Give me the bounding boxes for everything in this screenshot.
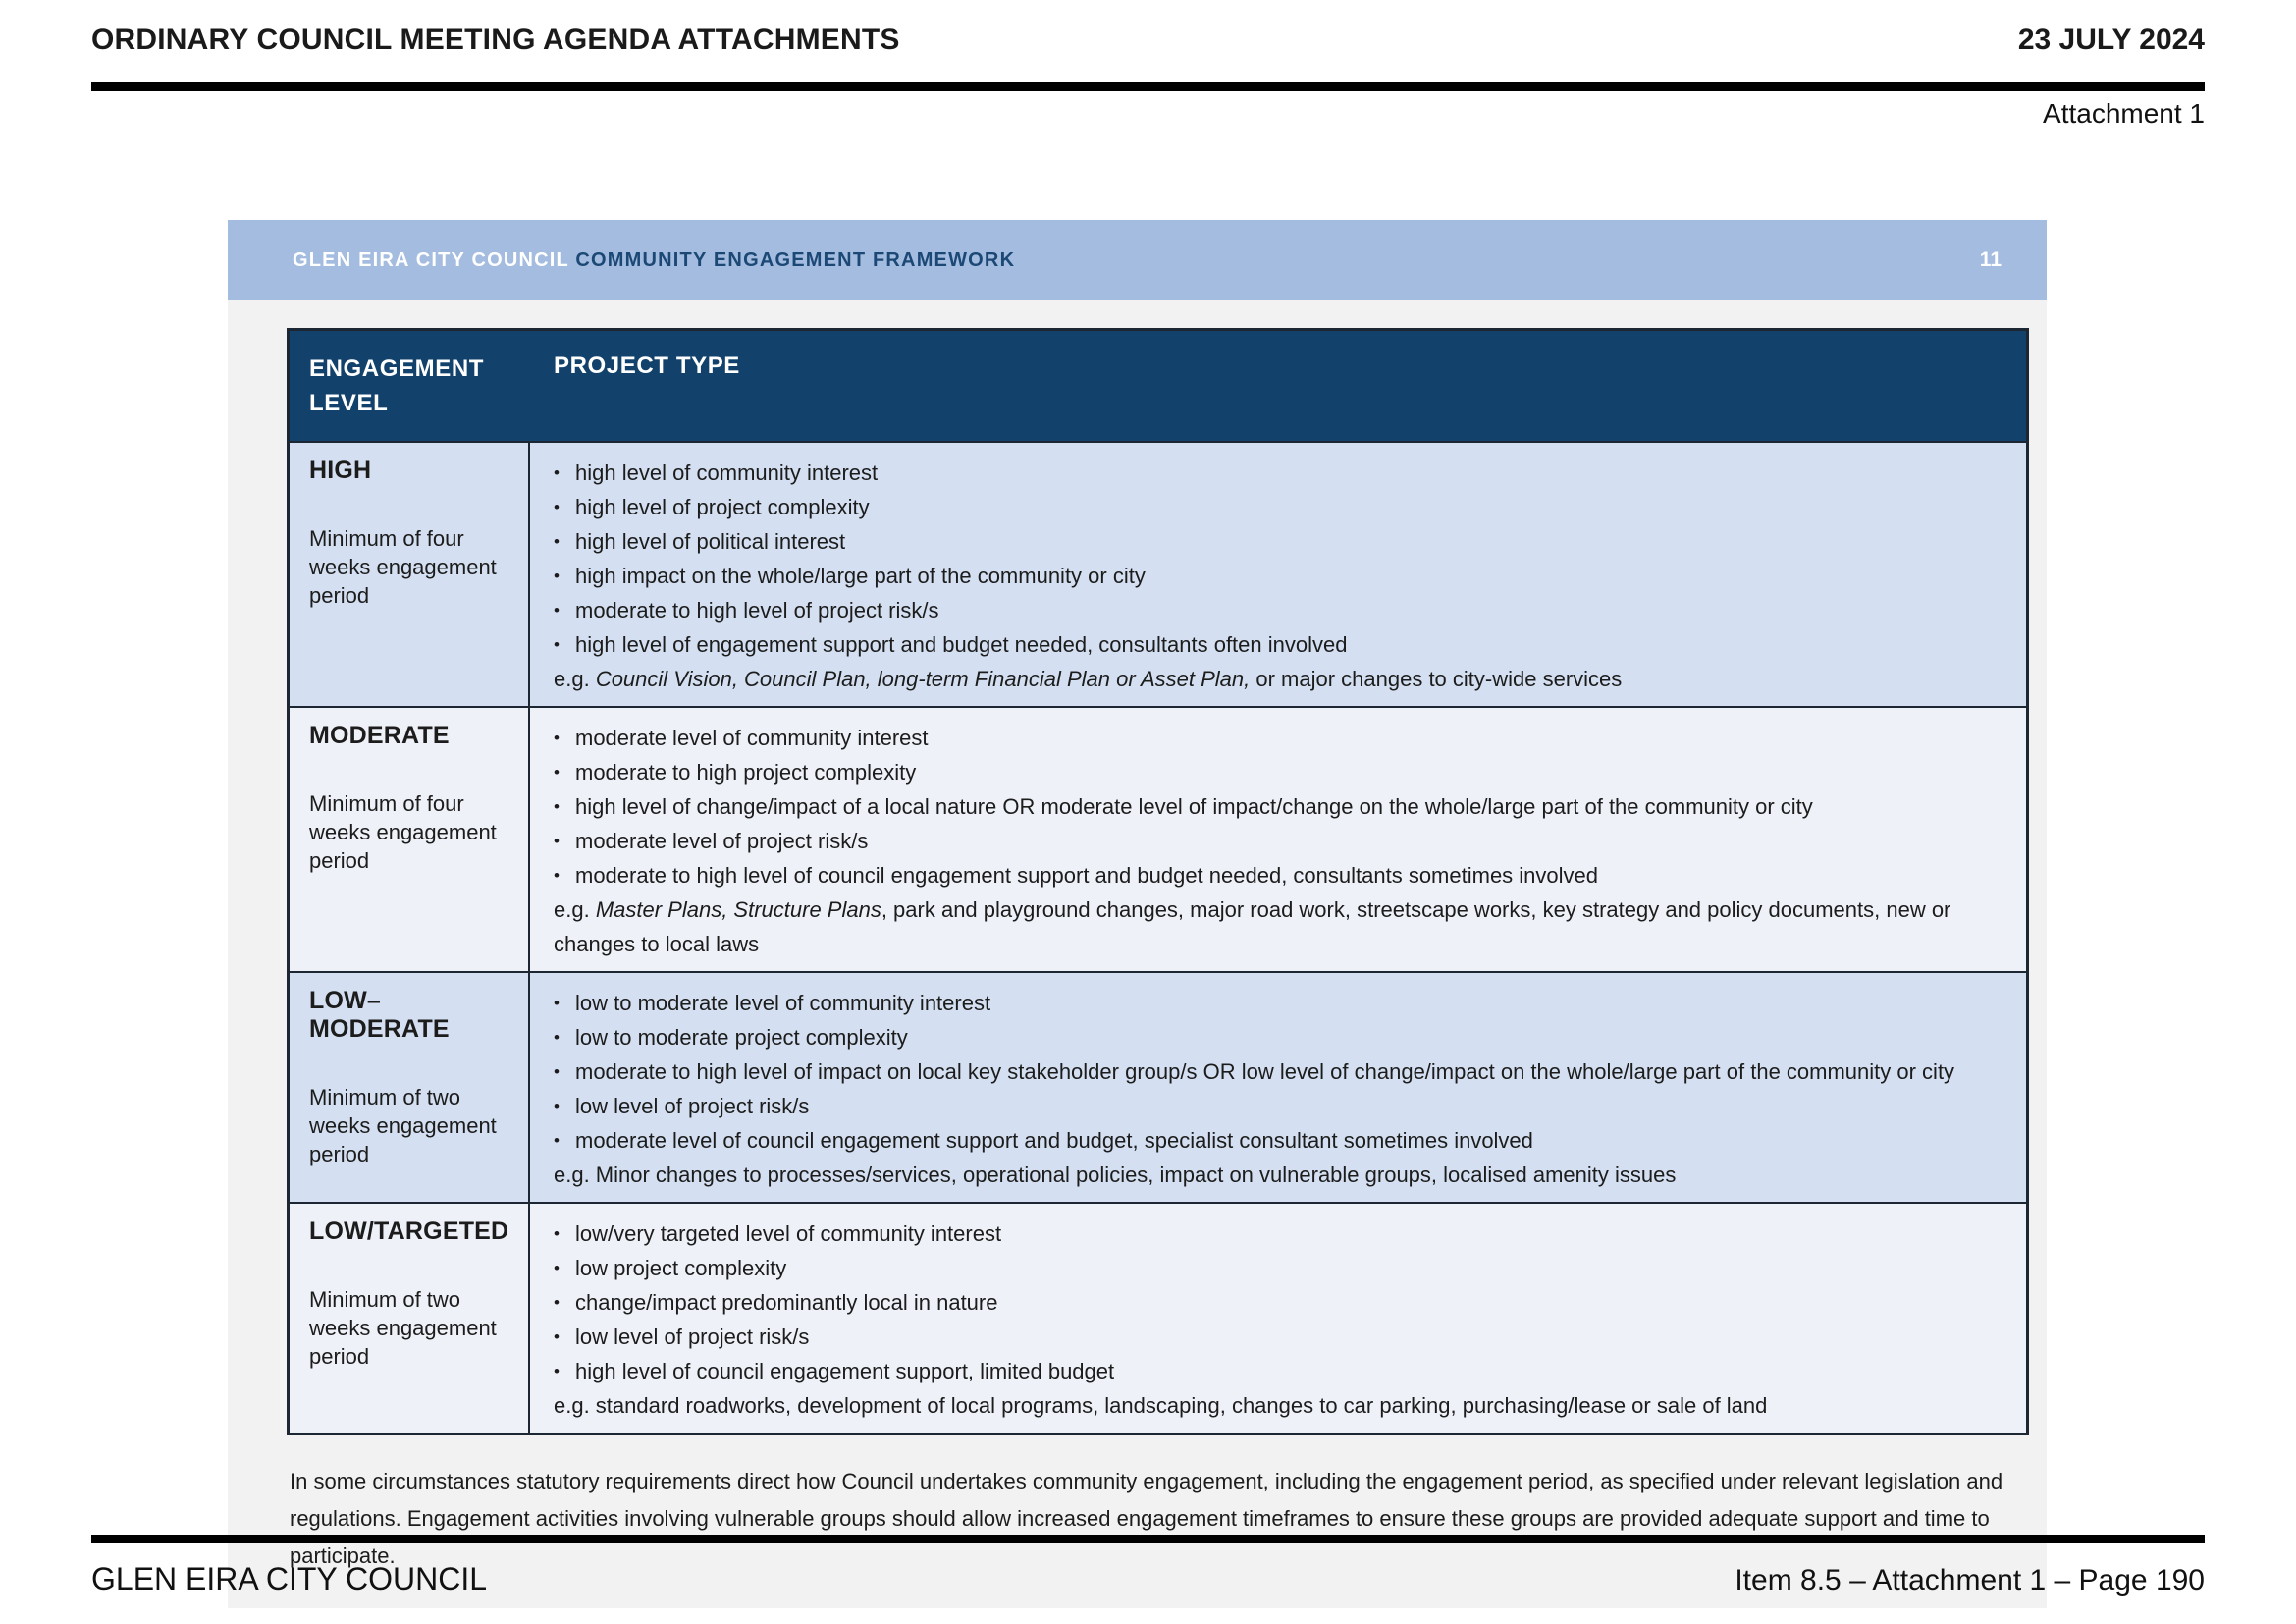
bullet-icon: • [554,1361,560,1380]
bullet-item [554,789,2006,824]
bullet-icon: • [554,1258,560,1277]
bullet-text: low to moderate level of community interest [575,990,991,1015]
bullet-item [554,1089,2006,1123]
example-segment: or major changes to city-wide services [1250,666,1623,691]
statutory-footnote: In some circumstances statutory requirements direct how Council undertakes community engagement, including the engagement period, as specified under relevant legislation and regulations. Engagement activities involving vulnerable groups should allow increased engagement timeframes to ensure these groups are provided adequate support and time to participate. [290,1468,2003,1568]
bullet-item [554,721,2006,755]
bullet-icon: • [554,1130,560,1150]
bullet-item [554,490,2006,524]
bullet-icon: • [554,497,560,516]
bullet-text: low project complexity [575,1255,787,1280]
bullet-icon: • [554,600,560,620]
bullet-item [554,1217,2006,1251]
framework-banner [228,220,2047,300]
bullet-text: high level of council engagement support, limited budget [575,1358,1115,1383]
bullet-text: high level of political interest [575,528,846,554]
example-segment: , park and playground changes, major road work, streetscape works, key strategy and policy documents, new or changes to local laws [554,896,1951,956]
bullet-item [554,559,2006,593]
bullet-icon: • [554,762,560,782]
banner-council-name: GLEN EIRA CITY COUNCIL [293,248,576,271]
engagement-period-text: Minimum of four weeks engagement period [309,525,497,609]
bullet-text: moderate to high level of council engagement support and budget needed, consultants sometimes involved [575,862,1599,888]
example-segment: e.g. [554,896,596,922]
project-type-cell [530,443,2026,706]
bullet-item [554,1123,2006,1158]
table-row [290,971,2026,1202]
engagement-level-label: HIGH [309,456,372,484]
table-row [290,441,2026,706]
engagement-period-text: Minimum of two weeks engagement period [309,1084,497,1167]
bullet-item [554,524,2006,559]
example-line [554,1388,2006,1423]
table-row [290,706,2026,971]
bullet-icon: • [554,865,560,885]
example-segment: e.g. standard roadworks, development of local programs, landscaping, changes to car parking, purchasing/lease or sale of land [554,1392,1768,1418]
bullet-text: low/very targeted level of community interest [575,1220,1002,1246]
engagement-level-cell [290,1204,530,1433]
project-type-cell [530,1204,2026,1433]
bullet-icon: • [554,566,560,585]
project-type-cell [530,973,2026,1202]
engagement-level-cell [290,443,530,706]
engagement-table-header [290,331,2026,441]
bullet-text: moderate to high project complexity [575,759,917,785]
example-line [554,1158,2006,1192]
bullet-item [554,824,2006,858]
engagement-level-label: LOW–MODERATE [309,986,450,1043]
project-type-cell [530,708,2026,971]
scanned-sheet [228,220,2047,1608]
page-footer [91,1535,2205,1597]
bullet-icon: • [554,531,560,551]
bullet-text: high level of engagement support and budget needed, consultants often involved [575,631,1348,657]
bullet-text: low level of project risk/s [575,1324,810,1349]
bullet-icon: • [554,1223,560,1243]
bullet-icon: • [554,993,560,1012]
bullet-text: high level of change/impact of a local nature OR moderate level of impact/change on the whole/large part of the community or city [575,793,1813,819]
engagement-level-label: LOW/TARGETED [309,1217,509,1245]
bullet-text: high level of community interest [575,460,879,485]
table-row [290,1202,2026,1433]
footer-rule [91,1535,2205,1543]
bullet-item [554,1354,2006,1388]
bullet-text: high level of project complexity [575,494,870,519]
example-line [554,662,2006,696]
engagement-table [287,328,2029,1435]
bullet-text: moderate level of council engagement support and budget, specialist consultant sometimes involved [575,1127,1533,1153]
engagement-level-cell [290,973,530,1202]
engagement-period-text: Minimum of four weeks engagement period [309,790,497,874]
bullet-text: moderate to high level of impact on local key stakeholder group/s OR low level of change/impact on the whole/large part of the community or city [575,1058,1955,1084]
bullet-icon: • [554,462,560,482]
bullet-item [554,1285,2006,1320]
bullet-text: low to moderate project complexity [575,1024,908,1050]
bullet-text: change/impact predominantly local in nature [575,1289,998,1315]
bullet-item [554,627,2006,662]
bullet-item [554,1320,2006,1354]
bullet-icon: • [554,1326,560,1346]
bullet-item [554,593,2006,627]
bullet-icon: • [554,1027,560,1047]
banner-page-number: 11 [1979,248,2002,271]
bullet-text: moderate to high level of project risk/s [575,597,939,623]
bullet-icon: • [554,634,560,654]
column-header-project-type: PROJECT TYPE [554,352,740,379]
engagement-level-label: MODERATE [309,721,450,749]
footer-council-name: GLEN EIRA CITY COUNCIL [91,1561,488,1597]
bullet-icon: • [554,831,560,850]
page-header [91,24,2205,130]
bullet-text: moderate level of project risk/s [575,828,869,853]
sheet-body [228,300,2047,1608]
bullet-icon: • [554,796,560,816]
attachment-label: Attachment 1 [2043,98,2205,129]
bullet-icon: • [554,1292,560,1312]
bullet-item [554,755,2006,789]
example-segment: e.g. Minor changes to processes/services, operational policies, impact on vulnerable groups, localised amenity issues [554,1162,1677,1187]
footer-item-page: Item 8.5 – Attachment 1 – Page 190 [1735,1564,2205,1597]
header-rule [91,82,2205,91]
example-segment: e.g. [554,666,596,691]
bullet-item [554,456,2006,490]
bullet-text: high impact on the whole/large part of the community or city [575,563,1146,588]
bullet-item [554,1251,2006,1285]
engagement-level-cell [290,708,530,971]
bullet-item [554,986,2006,1020]
example-italic-segment: Council Vision, Council Plan, long-term Financial Plan or Asset Plan, [595,666,1251,691]
bullet-item [554,1020,2006,1055]
bullet-item [554,858,2006,893]
engagement-period-text: Minimum of two weeks engagement period [309,1286,497,1370]
bullet-icon: • [554,1061,560,1081]
agenda-title: ORDINARY COUNCIL MEETING AGENDA ATTACHMENTS [91,24,900,56]
agenda-date: 23 JULY 2024 [2017,24,2205,56]
example-line [554,893,2006,961]
column-header-engagement-level: ENGAGEMENT LEVEL [309,355,485,416]
bullet-icon: • [554,728,560,747]
example-italic-segment: Master Plans, Structure Plans [595,896,881,922]
bullet-icon: • [554,1096,560,1115]
bullet-text: moderate level of community interest [575,725,929,750]
engagement-table-rows [290,441,2026,1433]
bullet-item [554,1055,2006,1089]
banner-framework-title: COMMUNITY ENGAGEMENT FRAMEWORK [575,248,1016,271]
bullet-text: low level of project risk/s [575,1093,810,1118]
